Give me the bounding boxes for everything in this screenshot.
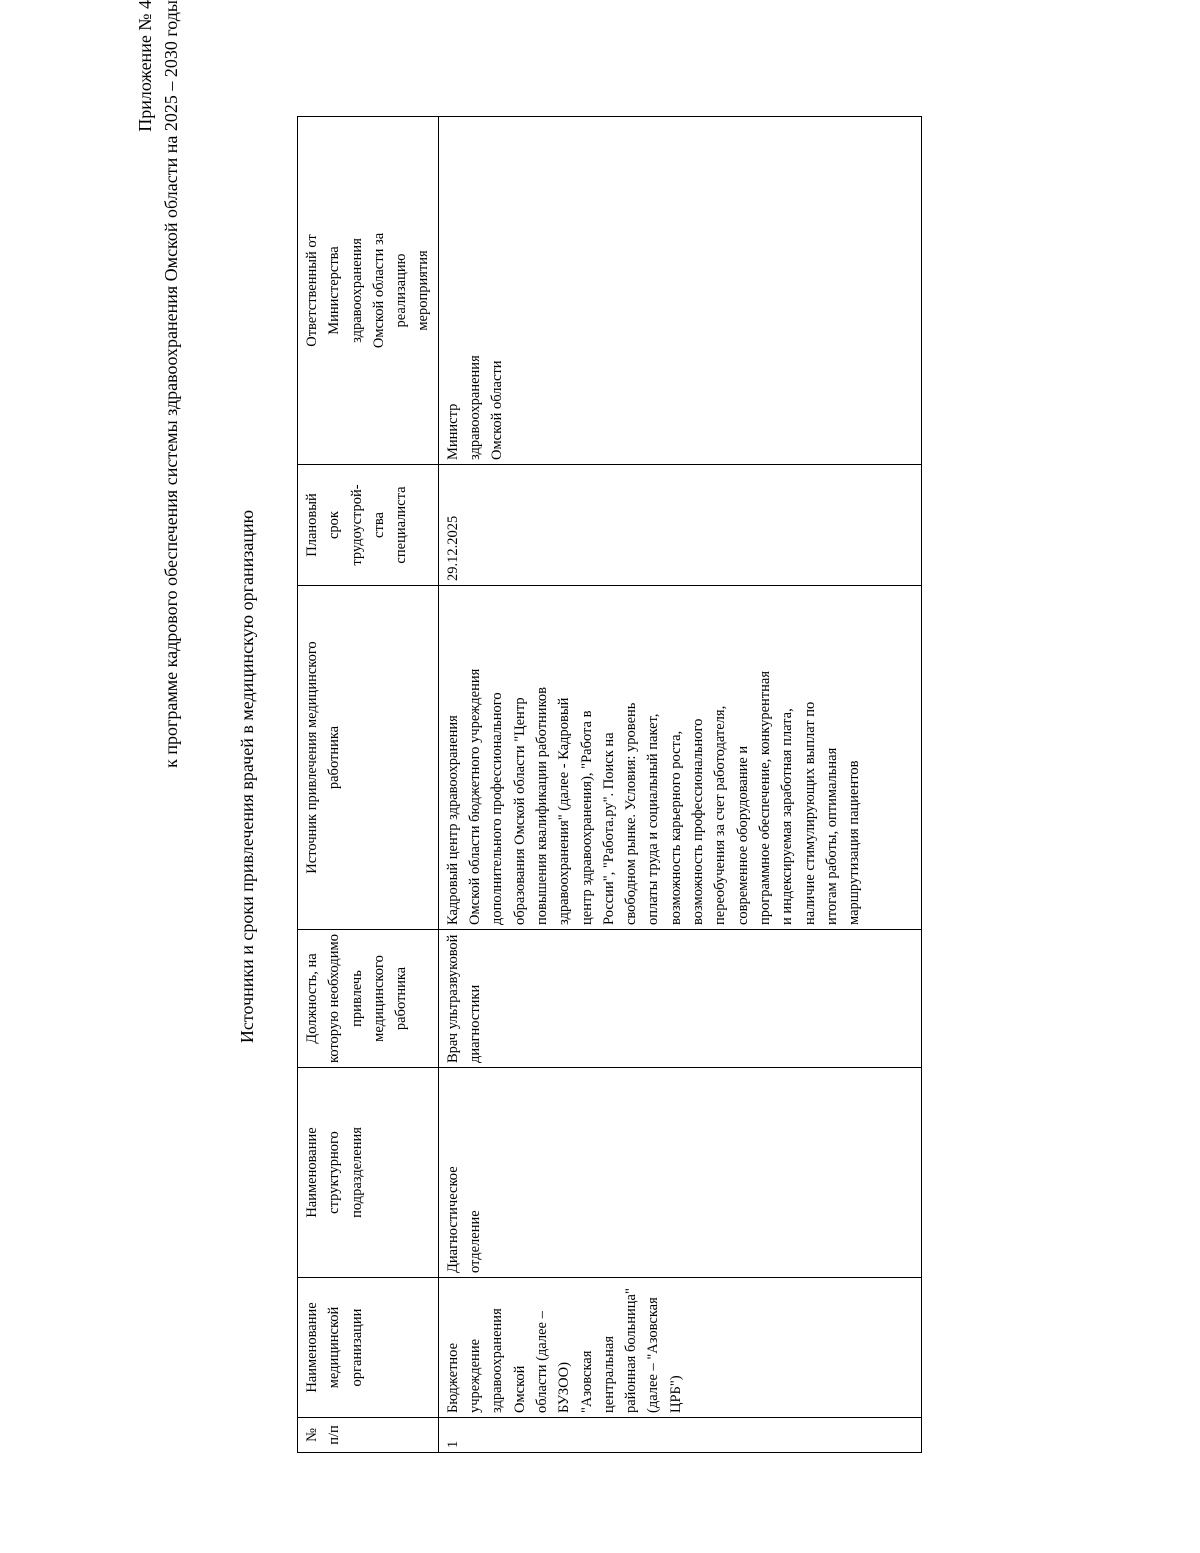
cell-source: Кадровый центр здравоохранения Омской области бюджетного учреждения дополнительного профессионального образования Омской области "Центр повышения квалификации работников здравоохранения" (далее - Кадровый центр здравоохранения), "Работа в России", "Работа.ру". Поиск на свободном рынке. Условия: уровень оплаты труда и социальный пакет, возможность карьерного роста, возможность профессионального переобучения за счет работодателя, современное оборудование и программное обеспечение, конкурентная и индексируемая заработная плата, наличие стимулирующих выплат по итогам работы, оптимальная маршрутизация пациентов — [438, 586, 921, 930]
sources-table — [297, 116, 922, 1453]
cell-position: Врач ультразвуковой диагностики — [438, 930, 921, 1068]
cell-deadline: 29.12.2025 — [438, 465, 921, 586]
cell-number: 1 — [438, 1418, 921, 1453]
cell-department: Диагностическое отделение — [438, 1068, 921, 1278]
header-department: Наименование структурного подразделения — [298, 1068, 439, 1278]
table-row — [438, 117, 921, 1453]
header-responsible: Ответственный от Министерства здравоохранения Омской области за реализацию мероприятия — [298, 117, 439, 465]
cell-organization: Бюджетное учреждение здравоохранения Омской области (далее – БУЗОО) "Азовская центральная районная больница" (далее – "Азовская ЦРБ") — [438, 1278, 921, 1418]
appendix-subtitle: к программе кадрового обеспечения системы здравоохранения Омской области на 2025 – 2030 годы — [161, 0, 181, 768]
cell-responsible: Министр здравоохранения Омской области — [438, 117, 921, 465]
appendix-number: Приложение № 4 — [135, 0, 155, 132]
table-title: Источники и сроки привлечения врачей в медицинскую организацию — [237, 509, 257, 1044]
table-header-row — [298, 117, 439, 1453]
header-deadline: Плановый срок трудоустрой- ства специалиста — [298, 465, 439, 586]
header-organization: Наименование медицинской организации — [298, 1278, 439, 1418]
header-number: № п/п — [298, 1418, 439, 1453]
header-position: Должность, на которую необходимо привлечь медицинского работника — [298, 930, 439, 1068]
header-source: Источник привлечения медицинского работника — [298, 586, 439, 930]
